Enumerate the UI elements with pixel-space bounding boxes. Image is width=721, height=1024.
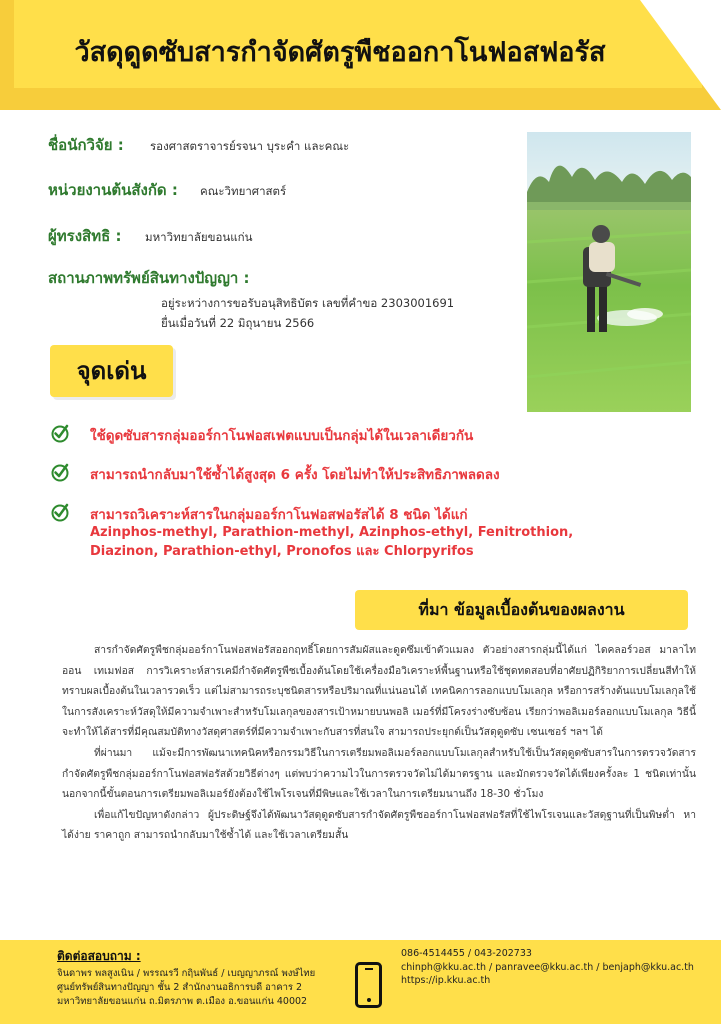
header-banner bbox=[0, 0, 721, 110]
researcher-label: ชื่อนักวิจัย : bbox=[48, 136, 124, 154]
highlight-item-3: สามารถวิเคราะห์สารในกลุ่มออร์กาโนฟอสฟอรัสได้ 8 ชนิด ได้แก่ bbox=[90, 507, 468, 523]
mobile-phone-icon bbox=[355, 962, 382, 1008]
affiliation-label: หน่วยงานต้นสังกัด : bbox=[48, 181, 178, 199]
contact-title: ติดต่อสอบถาม : bbox=[57, 949, 141, 963]
compound-list-line1: Azinphos-methyl, Parathion-methyl, Azinphos-ethyl, Fenitrothion, bbox=[90, 525, 574, 540]
address-line-1: จินดาพร พลสูงเนิน / พรรณรวี กฤินพันธ์ / เบญญาภรณ์ พงษ์ไทย bbox=[57, 968, 316, 979]
background-paragraph-1: สารกำจัดศัตรูพืชกลุ่มออร์กาโนฟอสฟอรัสออกฤทธิ์โดยการสัมผัสและดูดซึมเข้าตัวแมลง ตัวอย่างสารกลุ่มนี้ได้แก่ ไดคลอร์วอส มาลาไทออน เทเมฟอส การวิเคราะห์สารเคมีกำจัดศัตรูพืชเบื้องต้นโดยใช้เครื่องมือวิเคราะห์พื้นฐานหรือใช้ชุดทดสอบที่อาศัยปฏิกิริยาการเปลี่ยนสีทำให้ทราบผลเบื้องต้นในเวลารวดเร็ว แต่ไม่สามารถระบุชนิดสารหรือปริมาณที่แน่นอนได้ เทคนิคการลอกแบบโมเลกุล หรือการสร้างต้นแบบโมเลกุลใช้ในการสังเคราะห์วัสดุให้มีความจำเพาะสำหรับโมเลกุลของสารเป้าหมายบนพอลิ เมอร์ที่มีโครงร่างซับซ้อน เรียกว่าพอลิเมอร์ลอกแบบโมเลกุล วิธีนี้จะทำให้ได้สารที่มีคุณสมบัติทางวัสดุศาสตร์ที่มีความจำเพาะกับสารที่สนใจ สามารถประยุกต์เป็นวัสดุดูดซับ เซนเซอร์ ฯลฯ ได้ bbox=[62, 644, 696, 739]
address-line-2: ศูนย์ทรัพย์สินทางปัญญา ชั้น 2 สำนักงานอธิการบดี อาคาร 2 bbox=[57, 982, 303, 993]
check-circle-icon bbox=[50, 423, 70, 443]
rice-field-spraying-photo bbox=[527, 132, 691, 412]
owner-label: ผู้ทรงสิทธิ : bbox=[48, 227, 122, 245]
background-heading: ที่มา ข้อมูลเบื้องต้นของผลงาน bbox=[418, 600, 625, 619]
background-paragraph-3: เพื่อแก้ไขปัญหาดังกล่าว ผู้ประดิษฐ์จึงได้พัฒนาวัสดุดูดซับสารกำจัดศัตรูพืชออร์กาโนฟอสฟอรัสที่ใช้ไพโรเจนและวัสดุฐานที่เป็นพิษต่ำ หาได้ง่าย ราคาถูก สามารถนำกลับมาใช้ซ้ำได้ และใช้เวลาเตรียมสั้น bbox=[62, 808, 696, 842]
highlight-item-2: สามารถนำกลับมาใช้ซ้ำได้สูงสุด 6 ครั้ง โดยไม่ทำให้ประสิทธิภาพลดลง bbox=[90, 467, 500, 483]
contact-details bbox=[401, 947, 694, 988]
background-paragraph-2: ที่ผ่านมา แม้จะมีการพัฒนาเทคนิคหรือกรรมวิธีในการเตรียมพอลิเมอร์ลอกแบบโมเลกุลสำหรับใช้เป็นวัสดุดูดซับสารในการตรวจวัดสารกำจัดศัตรูพืชกลุ่มออร์กาโนฟอสฟอรัสด้วยวิธีต่างๆ แต่พบว่าความไวในการตรวจวัดไม่ได้มาตรฐาน และมักตรวจวัดได้เพียงครั้งละ 1 ชนิดเท่านั้น นอกจากนี้ขั้นตอนการเตรียมพอลิเมอร์ยังต้องใช้ไพโรเจนที่มีพิษและใช้เวลาในการเตรียมนานถึง 18-30 ชั่วโมง bbox=[62, 746, 696, 801]
compound-list bbox=[90, 523, 573, 561]
researcher-value: รองศาสตราจารย์รจนา บุระคำ และคณะ bbox=[150, 139, 350, 153]
check-circle-icon bbox=[50, 462, 70, 482]
owner-value: มหาวิทยาลัยขอนแก่น bbox=[145, 230, 253, 244]
contact-email[interactable]: chinph@kku.ac.th / panravee@kku.ac.th / benjaph@kku.ac.th bbox=[401, 961, 694, 973]
background-heading-box bbox=[355, 590, 688, 630]
highlights-heading-box bbox=[50, 345, 173, 397]
highlights-heading: จุดเด่น bbox=[76, 357, 147, 385]
contact-website[interactable]: https://ip.kku.ac.th bbox=[401, 975, 491, 986]
compound-list-line2: Diazinon, Parathion-ethyl, Pronofos และ Chlorpyrifos bbox=[90, 544, 474, 559]
contact-phone: 086-4514455 / 043-202733 bbox=[401, 948, 532, 959]
ip-status-line2: ยื่นเมื่อวันที่ 22 มิถุนายน 2566 bbox=[161, 316, 315, 330]
check-circle-icon bbox=[50, 502, 70, 522]
photo-illustration bbox=[527, 132, 691, 412]
ip-status-label: สถานภาพทรัพย์สินทางปัญญา : bbox=[48, 269, 250, 287]
address-line-3: มหาวิทยาลัยขอนแก่น ถ.มิตรภาพ ต.เมือง อ.ขอนแก่น 40002 bbox=[57, 996, 308, 1007]
highlight-item-1: ใช้ดูดซับสารกลุ่มออร์กาโนฟอสเฟตแบบเป็นกลุ่มได้ในเวลาเดียวกัน bbox=[90, 428, 474, 444]
page-title: วัสดุดูดซับสารกำจัดศัตรูพืชออกาโนฟอสฟอรัส bbox=[74, 37, 606, 68]
affiliation-value: คณะวิทยาศาสตร์ bbox=[200, 184, 287, 198]
contact-footer bbox=[0, 940, 721, 1024]
header-corner-cut bbox=[640, 0, 721, 110]
background-body bbox=[62, 640, 696, 846]
contact-address bbox=[57, 967, 315, 1009]
ip-status-line1: อยู่ระหว่างการขอรับอนุสิทธิบัตร เลขที่คำขอ 2303001691 bbox=[161, 296, 455, 310]
